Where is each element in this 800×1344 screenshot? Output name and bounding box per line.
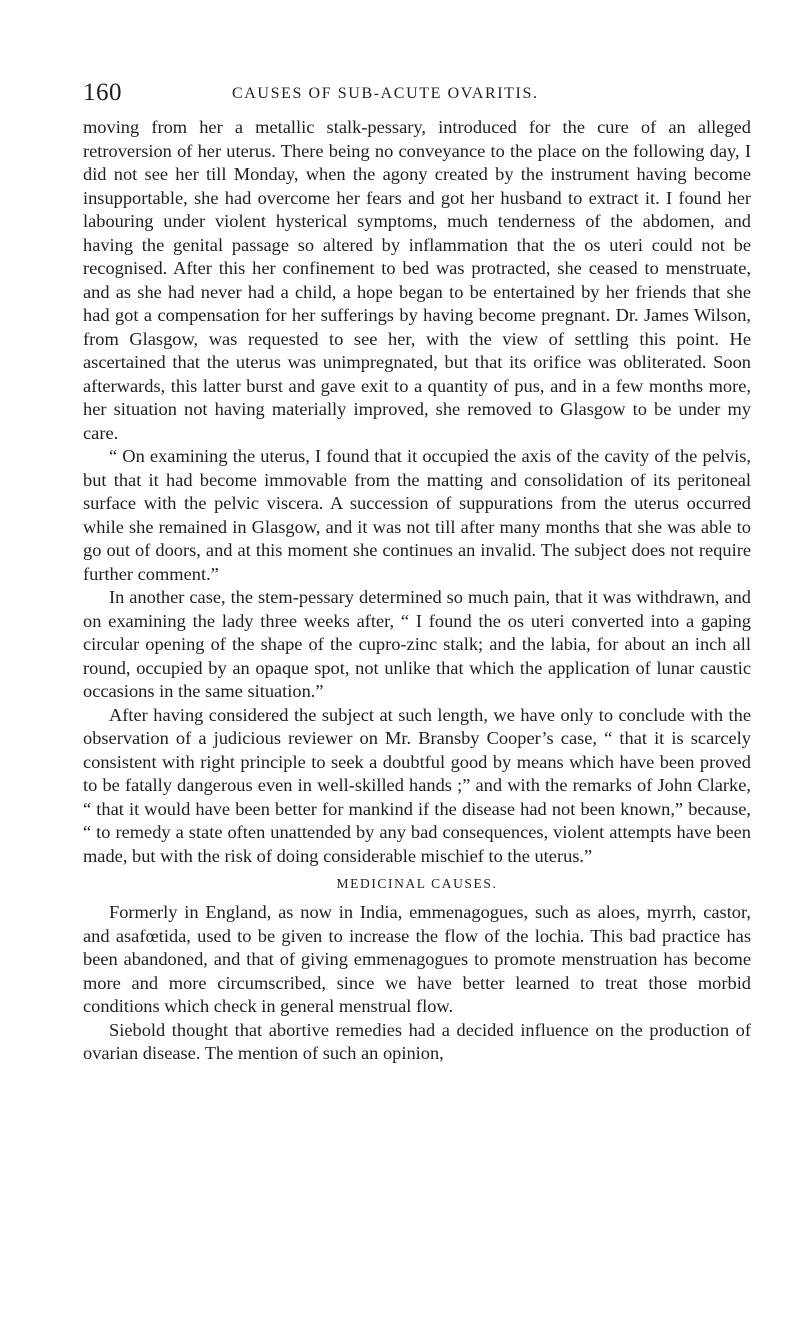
page-number: 160 [83,79,122,106]
paragraph-siebold: Siebold thought that abortive remedies had a decided influence on the production of ovarian disease. The mention of such an opinion, [83,1019,751,1063]
body-text [83,116,751,1066]
section-heading: MEDICINAL CAUSES. [336,876,498,891]
paragraph-conclusion: After having considered the subject at such length, we have only to conclude with the observation of a judicious reviewer on Mr. Bransby Cooper’s case, “ that it is scarcely consistent with right principle to seek a doubtful good by means which have been proved to be fatally dangerous even in well-skilled hands ;” and with the remarks of John Clarke, “ that it would have been better for mankind if the disease had not been known,” because, “ to remedy a state often unattended by any bad consequences, violent attempts have been made, but with the risk of doing considerable mischief to the uterus.” [83,704,751,866]
running-title: CAUSES OF SUB-ACUTE OVARITIS. [232,85,539,102]
paragraph-emmenagogues: Formerly in England, as now in India, emmenagogues, such as aloes, myrrh, castor, and asafœtida, used to be given to increase the flow of the lochia. This bad practice has been abandoned, and that of giving emmenagogues to promote menstruation has become more and more circumscribed, since we have better learned to treat those morbid conditions which check in general menstrual flow. [83,902,751,1016]
paragraph-quotation: “ On examining the uterus, I found that it occupied the axis of the cavity of the pelvis, but that it had become immovable from the matting and consolidation of its peritoneal surface with the pelvic viscera. A succession of suppurations from the uterus occurred while she remained in Glasgow, and it was not till after many months that she was able to go out of doors, and at this moment she continues an invalid. The subject does not require further comment.” [83,446,751,584]
running-head [0,78,800,108]
paragraph-stem-pessary-case: In another case, the stem-pessary determined so much pain, that it was withdrawn, and on examining the lady three weeks after, “ I found the os uteri converted into a gaping circular opening of the shape of the cupro-zinc stalk; and the labia, for about an inch all round, occupied by an opaque spot, not unlike that which the application of lunar caustic occasions in the same situation.” [83,587,751,701]
paragraph-continuation: moving from her a metallic stalk-pessary, introduced for the cure of an alleged retroversion of her uterus. There being no conveyance to the place on the following day, I did not see her till Monday, when the agony created by the instrument having become insupportable, she had overcome her fears and got her husband to extract it. I found her labouring under violent hysterical symptoms, much tenderness of the abdomen, and having the genital passage so altered by inflammation that the os uteri could not be recognised. After this her confinement to bed was protracted, she ceased to menstruate, and as she had never had a child, a hope began to be entertained by her friends that she had got a compensation for her sufferings by having become pregnant. Dr. James Wilson, from Glasgow, was requested to see her, with the view of settling this point. He ascertained that the uterus was unimpregnated, but that its orifice was obliterated. Soon afterwards, this latter burst and gave exit to a quantity of pus, and in a few months more, her situation not having materially improved, she removed to Glasgow to be under my care. [83,117,751,443]
